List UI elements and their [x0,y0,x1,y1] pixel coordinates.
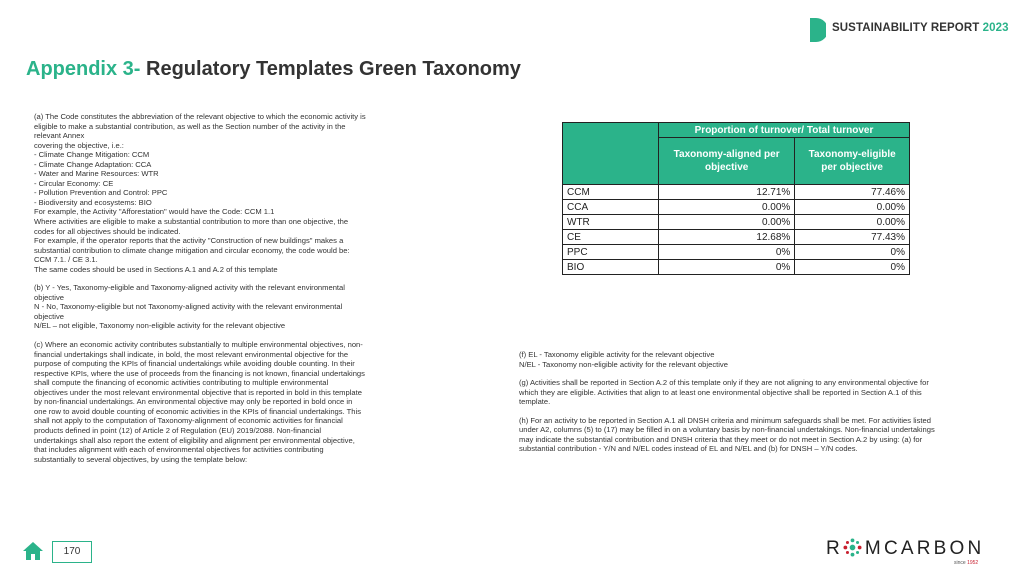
row-aligned: 12.68% [659,230,795,245]
note-line: (f) EL - Taxonomy eligible activity for the relevant objective [519,350,715,359]
row-aligned: 12.71% [659,185,795,200]
col-header-aligned [659,138,795,185]
note-line: (g) Activities shall be reported in Section A.2 of this template only if they are not aligning to any environmental objective for [519,378,929,388]
note-line: purpose of computing the KPIs of financial undertakings while avoiding double counting. In their [34,359,355,369]
note-line: financial undertakings shall indicate, in bold, the most relevant environmental objective for the [34,349,349,359]
row-objective: CE [563,230,659,245]
page-title [26,58,521,81]
note-line: For example, if the operator reports that the activity "Construction of new buildings" makes a [34,236,344,246]
table-row [563,260,910,275]
note-line: N/EL - Taxonomy non-eligible activity for the relevant objective [519,359,728,369]
note-line: CCM 7.1. / CE 3.1. [34,255,98,265]
row-objective: WTR [563,215,659,230]
table-row [563,200,910,215]
row-aligned: 0.00% [659,200,795,215]
note-line: which they are eligible. Activities that align to at least one environmental objective shall be reported in Section A.1 of this [519,387,922,397]
note-line: For example, the Activity "Afforestation" would have the Code: CCM 1.1 [34,207,275,217]
note-line: shall compute the financing of economic activities contributing to multiple environmental [34,378,329,388]
table-row [563,215,910,230]
note-line: substantial contribution - Y/N and N/EL codes instead of EL and N/EL and (b) for DNSH – Y/N codes. [519,444,858,454]
table-group-header: Proportion of turnover/ Total turnover [659,123,910,138]
note-line: may indicate the substantial contribution and DNSH criteria that they meet or do not meet in Section A.2 by using: (a) for [519,434,923,444]
report-mark-icon [810,18,826,42]
note-line: N - No, Taxonomy-eligible but not Taxonomy-aligned activity with the relevant environmental [34,302,343,312]
note-line: under A2, columns (5) to (17) may be filled in on a voluntary basis by non-financial undertakings. Non-financial undertakings [519,425,935,435]
note-line: template. [519,397,551,407]
note-h [519,416,994,454]
home-icon[interactable] [22,541,44,561]
row-eligible: 77.46% [795,185,910,200]
note-line: substantially to several objectives, by using the template below: [34,454,248,464]
col-header-aligned-line: Taxonomy-aligned per [673,149,780,160]
note-line: objective [34,292,64,302]
note-line: N/EL – not eligible, Taxonomy non-eligible activity for the relevant objective [34,321,286,331]
turnover-table [562,122,910,275]
note-line: shall not apply to the computation of Taxonomy-alignment of economic activities for financial [34,416,343,426]
note-line: covering the objective, i.e.: [34,140,124,150]
table-row [563,245,910,260]
col-header-eligible-line: per objective [821,162,883,173]
row-eligible: 0.00% [795,200,910,215]
row-eligible: 0% [795,260,910,275]
note-line: objectives under the most relevant environmental objective that is reported in bold in this template [34,387,362,397]
note-line: (b) Y - Yes, Taxonomy-eligible and Taxonomy-aligned activity with the relevant environmental [34,283,345,293]
note-f [519,350,994,369]
note-line: objective [34,311,64,321]
note-line: (a) The Code constitutes the abbreviation of the relevant objective to which the economic activity is [34,112,366,121]
note-line: one row to avoid double counting of economic activities in the KPIs of financial undertakings. This [34,406,362,416]
note-line: - Climate Change Mitigation: CCM [34,150,150,160]
logo-since-label: since [954,560,966,566]
notes-right [519,350,994,463]
logo-wordmark [826,538,984,560]
row-eligible: 77.43% [795,230,910,245]
note-line: - Water and Marine Resources: WTR [34,169,159,179]
note-line: eligible to make a substantial contribution, as well as the Section number of the activity in the [34,121,346,131]
note-b [34,283,419,331]
col-header-aligned-line: objective [704,162,749,173]
note-line: undertakings shall also report the extent of eligibility and alignment per environmental objective, [34,435,355,445]
logo-text: MCARBON [864,538,985,559]
note-g [519,378,994,407]
logo-since-year: 1952 [967,560,979,566]
logo-initial: R [826,538,843,559]
row-objective: BIO [563,260,659,275]
note-line: by non-financial undertakings. An environmental objective may only be reported in bold once in [34,397,353,407]
note-line: - Biodiversity and ecosystems: BIO [34,197,152,207]
col-header-eligible-line: Taxonomy-eligible [808,149,896,160]
note-line: products defined in point (12) of Article 2 of Regulation (EU) 2019/2088. Non-financial [34,425,322,435]
note-line: substantial contribution to climate change mitigation and circular economy, the code would be: [34,245,350,255]
table-corner [563,123,659,185]
note-line: codes for all objectives should be indicated. [34,226,181,236]
notes-left [34,112,419,473]
note-line: respective KPIs, where the use of proceeds from the financing is not known, financial undertakings [34,368,365,378]
page-title-main: Regulatory Templates Green Taxonomy [140,58,521,80]
note-c [34,340,419,464]
note-line: relevant Annex [34,131,85,141]
report-year: 2023 [982,22,1009,34]
note-line: - Circular Economy: CE [34,178,114,188]
note-line: (h) For an activity to be reported in Section A.1 all DNSH criteria and minimum safeguards shall be met. For activities listed [519,415,931,425]
row-aligned: 0.00% [659,215,795,230]
row-eligible: 0% [795,245,910,260]
table-row [563,185,910,200]
logo-o-icon [843,538,862,557]
note-line: The same codes should be used in Sections A.1 and A.2 of this template [34,264,278,274]
page-number: 170 [52,541,92,563]
row-objective: CCM [563,185,659,200]
note-line: (c) Where an economic activity contributes substantially to multiple environmental objectives, non- [34,340,363,350]
note-line: - Pollution Prevention and Control: PPC [34,188,168,198]
note-a [34,112,419,274]
note-line: that includes alignment with each of environmental objectives for activities contributing [34,445,324,455]
row-aligned: 0% [659,260,795,275]
note-line: - Climate Change Adaptation: CCA [34,159,152,169]
col-header-eligible [795,138,910,185]
report-title [832,22,1009,34]
row-eligible: 0.00% [795,215,910,230]
row-aligned: 0% [659,245,795,260]
table-row [563,230,910,245]
report-title-text: SUSTAINABILITY REPORT [832,22,980,34]
row-objective: PPC [563,245,659,260]
note-line: Where activities are eligible to make a substantial contribution to more than one objective, the [34,217,349,227]
logo-since [954,560,978,566]
row-objective: CCA [563,200,659,215]
page-title-prefix: Appendix 3- [26,58,141,80]
